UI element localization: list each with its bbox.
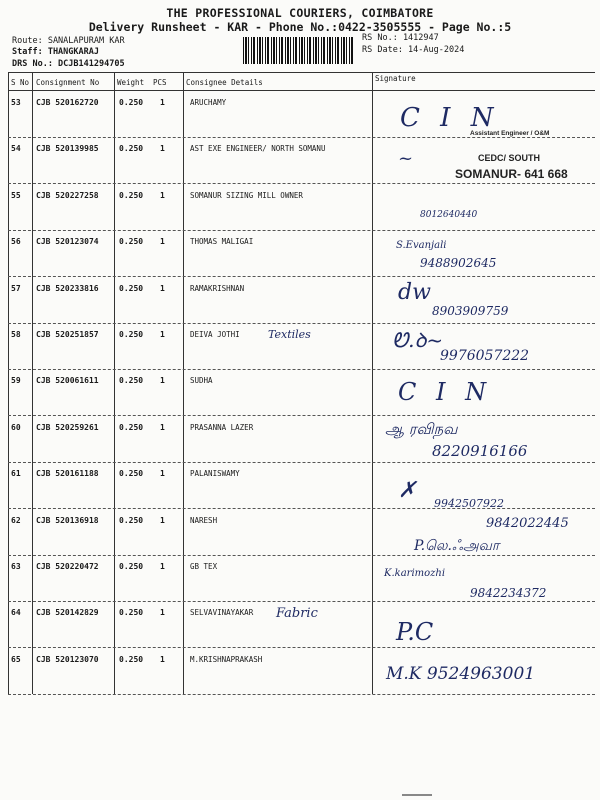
row-weight: 0.250 [119,330,144,339]
row-pieces: 1 [160,515,165,525]
row-consignee-name: SELVAVINAYAKAR [190,608,254,618]
row-pieces: 1 [160,237,165,247]
row-serial-number: 54 [11,144,21,154]
note-r58: Textiles [268,328,311,341]
signature-r57: dw [398,280,431,305]
table-row [0,463,600,509]
row-pieces: 1 [160,330,165,339]
row-weight: 0.250 [119,98,144,107]
row-pieces: 1 [160,608,165,618]
drs-number: DRS No.: DCJB141294705 [12,59,125,69]
page-edge-mark [402,794,432,796]
row-pieces: 1 [160,376,165,386]
row-consignee-name: DEIVA JOTHI [190,330,240,339]
signature-r54: ~ [398,148,414,169]
stamp-line-2: CEDC/ SOUTH [478,153,541,163]
phone-r65: M.K 9524963001 [386,664,536,684]
column-header-sno: S No [11,78,30,87]
row-consignment-number: CJB 520161188 [36,469,99,479]
barcode-image [243,37,353,64]
row-serial-number: 57 [11,283,21,293]
phone-r63: 9842234372 [470,586,547,600]
row-weight: 0.250 [119,283,144,293]
row-serial-number: 53 [11,98,21,107]
row-consignee-name: GB TEX [190,562,218,571]
row-consignee-name: PALANISWAMY [190,469,240,479]
row-weight: 0.250 [119,190,144,200]
row-consignee-name: SUDHA [190,376,213,386]
stamp-line-1: Assistant Engineer / O&M [470,130,550,137]
column-header-consignment: Consignment No [36,78,100,87]
name-r56: S.Evanjali [396,240,447,251]
row-serial-number: 65 [11,654,21,664]
row-weight: 0.250 [119,422,144,432]
signature-r59: C I N [398,378,493,406]
row-weight: 0.250 [119,237,144,247]
row-weight: 0.250 [119,515,144,525]
row-pieces: 1 [160,144,165,154]
row-consignment-number: CJB 520233816 [36,283,99,293]
row-pieces: 1 [160,422,165,432]
phone-r62: 9842022445 [486,516,569,531]
signature-r61: ✗ [398,478,417,503]
route-label: Route: SANALAPURAM KAR [12,36,125,46]
phone-r60: 8220916166 [432,442,528,460]
header-top-rule [8,72,595,73]
row-consignee-name: AST EXE ENGINEER/ NORTH SOMANU [190,144,326,154]
signature-r62: P.லெ.ஃஅவா [414,538,500,554]
row-consignment-number: CJB 520136918 [36,515,99,525]
row-weight: 0.250 [119,562,144,571]
row-consignment-number: CJB 520123070 [36,654,99,664]
row-consignment-number: CJB 520139985 [36,144,99,154]
staff-label: Staff: THANGKARAJ [12,47,99,57]
row-serial-number: 59 [11,376,21,386]
row-consignment-number: CJB 520162720 [36,98,99,107]
row-serial-number: 56 [11,237,21,247]
phone-r57: 8903909759 [432,304,509,318]
row-pieces: 1 [160,283,165,293]
row-serial-number: 55 [11,190,21,200]
column-header-pcs: PCS [153,78,167,87]
row-separator [8,694,595,695]
row-consignment-number: CJB 520259261 [36,422,99,432]
row-pieces: 1 [160,98,165,107]
row-consignee-name: PRASANNA LAZER [190,422,254,432]
row-serial-number: 60 [11,422,21,432]
row-consignment-number: CJB 520227258 [36,190,99,200]
row-pieces: 1 [160,562,165,571]
signature-r53: C I N [400,103,500,133]
runsheet-subtitle: Delivery Runsheet - KAR - Phone No.:0422-3505555 - Page No.:5 [88,20,512,34]
rs-number: RS No.: 1412947 [362,33,439,43]
rs-date: RS Date: 14-Aug-2024 [362,45,465,55]
row-consignee-name: ARUCHAMY [190,98,227,107]
row-weight: 0.250 [119,144,144,154]
header-bottom-rule [8,90,595,91]
phone-r56: 9488902645 [420,256,497,270]
phone-r55: 8012640440 [420,210,478,220]
column-header-consignee: Consignee Details [186,78,263,87]
row-weight: 0.250 [119,608,144,618]
row-pieces: 1 [160,654,165,664]
row-serial-number: 62 [11,515,21,525]
table-row [0,185,600,231]
row-serial-number: 64 [11,608,21,618]
row-pieces: 1 [160,190,165,200]
row-weight: 0.250 [119,469,144,479]
note-r64: Fabric [276,606,318,621]
row-consignee-name: THOMAS MALIGAI [190,237,254,247]
row-consignee-name: M.KRISHNAPRAKASH [190,654,263,664]
row-consignment-number: CJB 520061611 [36,376,99,386]
row-serial-number: 61 [11,469,21,479]
row-consignee-name: RAMAKRISHNAN [190,283,245,293]
row-consignment-number: CJB 520123074 [36,237,99,247]
row-weight: 0.250 [119,376,144,386]
signature-r58: Ꮼ.ꝺ~ [392,328,444,352]
row-consignee-name: NARESH [190,515,218,525]
phone-r58: 9976057222 [440,348,530,364]
phone-r61: 9942507922 [434,497,504,510]
signature-r64: P.C [396,618,434,646]
row-pieces: 1 [160,469,165,479]
row-serial-number: 58 [11,330,21,339]
signature-r60: ஆ ரவிநவ [385,420,458,438]
row-consignee-name: SOMANUR SIZING MILL OWNER [190,190,303,200]
column-header-weight: Weight [117,78,145,87]
table-row [0,278,600,324]
table-row [0,370,600,416]
table-row [0,231,600,277]
row-serial-number: 63 [11,562,21,571]
stamp-line-3: SOMANUR- 641 668 [455,167,568,181]
row-consignment-number: CJB 520220472 [36,562,99,571]
row-consignment-number: CJB 520251857 [36,330,99,339]
name-r63: K.karimozhi [384,568,446,579]
company-title: THE PROFESSIONAL COURIERS, COIMBATORE [166,6,434,20]
column-header-signature: Signature [375,74,416,83]
row-consignment-number: CJB 520142829 [36,608,99,618]
row-weight: 0.250 [119,654,144,664]
